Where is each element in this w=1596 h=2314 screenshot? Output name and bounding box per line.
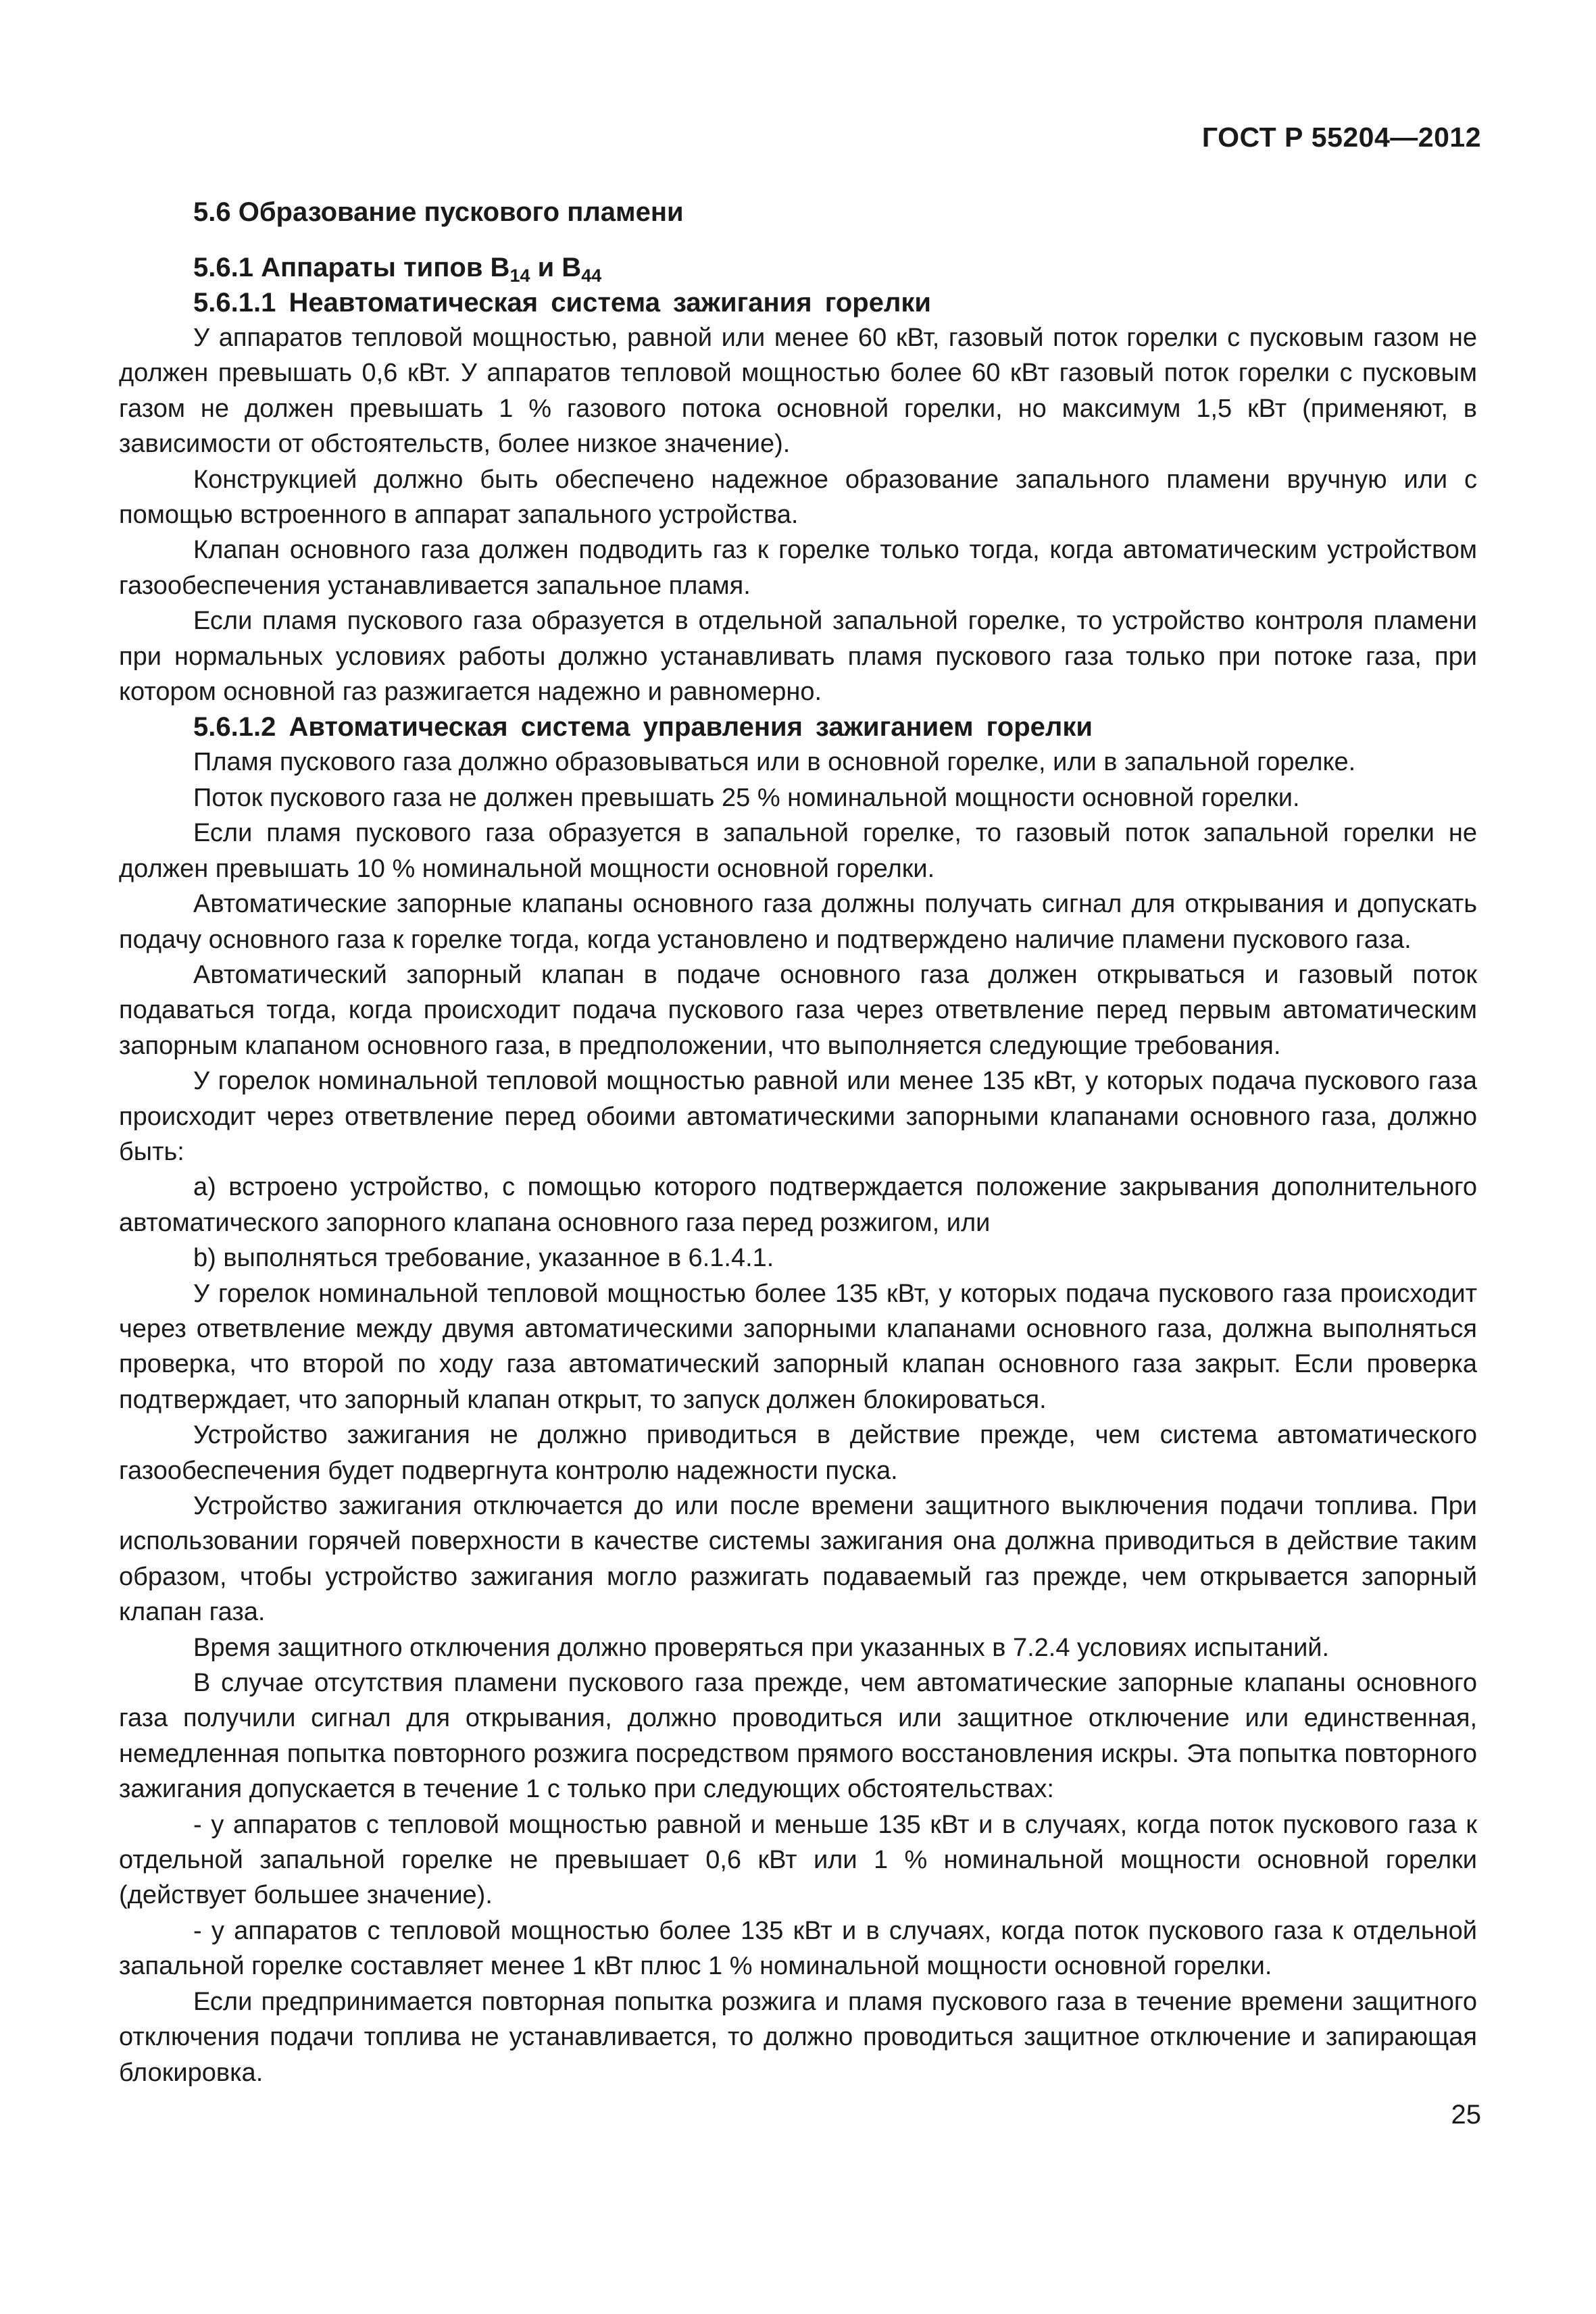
- page-number: 25: [1451, 2100, 1481, 2130]
- paragraph: Время защитного отключения должно проверяться при указанных в 7.2.4 условиях испытаний.: [193, 1633, 1330, 1662]
- paragraph: Клапан основного газа должен подводить газ к горелке только тогда, когда автоматическим устройством газообеспечения устанавливается запальное пламя.: [119, 536, 1477, 600]
- paragraph: Автоматические запорные клапаны основного газа должны получать сигнал для открывания и допускать подачу основного газа к горелке тогда, когда установлено и подтверждено наличие пламени пускового газа.: [119, 890, 1477, 954]
- paragraph: У горелок номинальной тепловой мощностью более 135 кВт, у которых подача пускового газа происходит через ответвление между двумя автоматическими запорными клапанами основного газа, должна выполняться проверка, что второй по ходу газа автоматический запорный клапан основного газа закрыт. Если проверка подтверждает, что запорный клапан открыт, то запуск должен блокироваться.: [119, 1279, 1477, 1414]
- paragraph: Если предпринимается повторная попытка розжига и пламя пускового газа в течение времени защитного отключения подачи топлива не устанавливается, то должно проводиться защитное отключение и запирающая блокировка.: [119, 1987, 1477, 2087]
- paragraph: У аппаратов тепловой мощностью, равной или менее 60 кВт, газовый поток горелки с пусковым газом не должен превышать 0,6 кВт. У аппаратов тепловой мощностью более 60 кВт газовый поток горелки с пусковым газом не должен превышать 1 % газового потока основной горелки, но максимум 1,5 кВт (применяют, в зависимости от обстоятельств, более низкое значение).: [119, 324, 1477, 459]
- subscript-44: 44: [581, 266, 602, 286]
- dash-list-item: - у аппаратов с тепловой мощностью равной и меньше 135 кВт и в случаях, когда поток пускового газа к отдельной запальной горелке не превышает 0,6 кВт или 1 % номинальной мощности основной горелки (действует большее значение).: [119, 1810, 1477, 1910]
- paragraph: Устройство зажигания не должно приводиться в действие прежде, чем система автоматического газообеспечения будет подвергнута контролю надежности пуска.: [119, 1421, 1477, 1485]
- subsection-heading: 5.6.1 Аппараты типов $B_{14}$ и $B_{44}$: [193, 253, 602, 286]
- dash-list-item: - у аппаратов с тепловой мощностью более 135 кВт и в случаях, когда поток пускового газа к отдельной запальной горелке составляет менее 1 кВт плюс 1 % номинальной мощности основной горелки.: [119, 1916, 1477, 1981]
- paragraph: Если пламя пускового газа образуется в запальной горелке, то газовый поток запальной горелки не должен превышать 10 % номинальной мощности основной горелки.: [119, 819, 1477, 883]
- section-heading: 5.6 Образование пускового пламени: [193, 197, 684, 227]
- clause-heading-manual-ignition: 5.6.1.1 Неавтоматическая система зажигания горелки: [193, 288, 931, 318]
- list-item-b: b) выполняться требование, указанное в 6.1.4.1.: [193, 1244, 774, 1273]
- paragraph: Устройство зажигания отключается до или после времени защитного выключения подачи топлива. При использовании горячей поверхности в качестве системы зажигания она должна приводиться в действие таким образом, чтобы устройство зажигания могло разжигать подаваемый газ прежде, чем открывается запорный клапан газа.: [119, 1492, 1477, 1627]
- paragraph: У горелок номинальной тепловой мощностью равной или менее 135 кВт, у которых подача пускового газа происходит через ответвление перед обоими автоматическими запорными клапанами основного газа, должно быть:: [119, 1067, 1477, 1166]
- subscript-14: 14: [509, 266, 530, 286]
- paragraph: Если пламя пускового газа образуется в отдельной запальной горелке, то устройство контроля пламени при нормальных условиях работы должно устанавливать пламя пускового газа только при потоке газа, при котором основной газ разжигается надежно и равномерно.: [119, 607, 1477, 707]
- paragraph: Автоматический запорный клапан в подаче основного газа должен открываться и газовый поток подаваться тогда, когда происходит подача пускового газа через ответвление перед первым автоматическим запорным клапаном основного газа, в предположении, что выполняется следующие требования.: [119, 960, 1477, 1060]
- list-item-a: a) встроено устройство, с помощью которого подтверждается положение закрывания дополнительного автоматического запорного клапана основного газа перед розжигом, или: [119, 1173, 1477, 1237]
- paragraph: В случае отсутствия пламени пускового газа прежде, чем автоматические запорные клапаны основного газа получили сигнал для открывания, должно проводиться или защитное отключение или единственная, немедленная попытка повторного розжига посредством прямого восстановления искры. Эта попытка повторного зажигания допускается в течение 1 с только при следующих обстоятельствах:: [119, 1669, 1477, 1804]
- paragraph: Конструкцией должно быть обеспечено надежное образование запального пламени вручную или с помощью встроенного в аппарат запального устройства.: [119, 465, 1477, 530]
- clause-heading-automatic-ignition: 5.6.1.2 Автоматическая система управления зажиганием горелки: [193, 712, 1093, 743]
- document-code-header: ГОСТ Р 55204—2012: [1201, 122, 1481, 153]
- page-content: [119, 195, 1477, 2090]
- paragraph: Поток пускового газа не должен превышать 25 % номинальной мощности основной горелки.: [193, 783, 1300, 812]
- paragraph: Пламя пускового газа должно образовываться или в основной горелке, или в запальной горелке.: [193, 748, 1356, 777]
